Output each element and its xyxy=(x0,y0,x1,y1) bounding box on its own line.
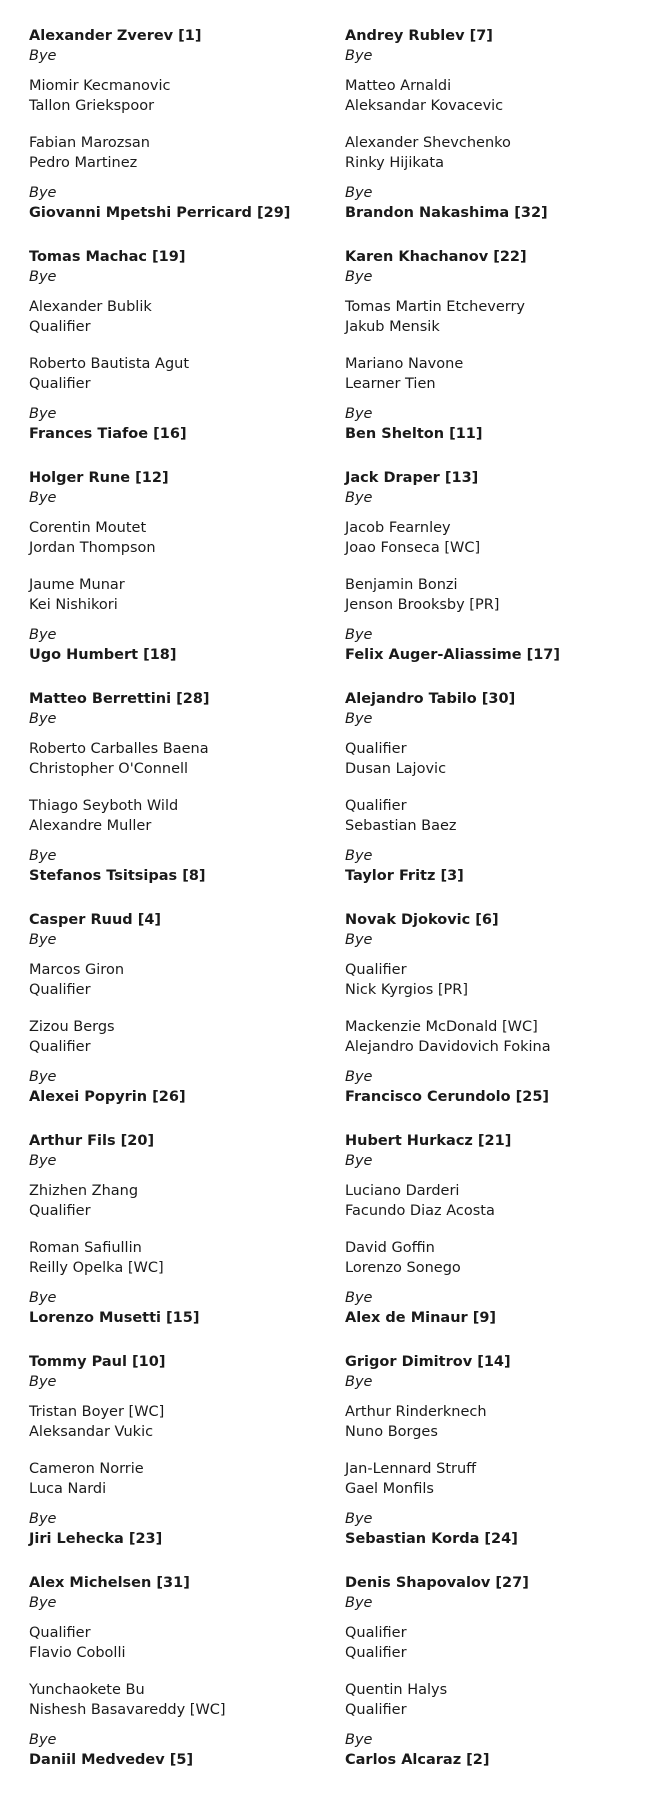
bye-slot: Bye xyxy=(29,185,57,201)
player-name: Nuno Borges xyxy=(345,1424,438,1440)
bye-slot: Bye xyxy=(345,1732,373,1748)
player-name: Arthur Rinderknech xyxy=(345,1404,487,1420)
player-name: Qualifier xyxy=(29,1203,91,1219)
bye-slot: Bye xyxy=(345,932,373,948)
seeded-player: Holger Rune [12] xyxy=(29,470,169,486)
player-name: Nick Kyrgios [PR] xyxy=(345,982,468,998)
player-name: Qualifier xyxy=(29,376,91,392)
player-name: Matteo Arnaldi xyxy=(345,78,452,94)
player-name: Joao Fonseca [WC] xyxy=(345,540,481,556)
bye-slot: Bye xyxy=(345,1374,373,1390)
seeded-player: Ugo Humbert [18] xyxy=(29,647,177,663)
player-name: Jaume Munar xyxy=(29,577,125,593)
player-name: Gael Monfils xyxy=(345,1481,434,1497)
seeded-player: Tomas Machac [19] xyxy=(29,249,186,265)
bye-slot: Bye xyxy=(29,1153,57,1169)
seeded-player: Taylor Fritz [3] xyxy=(345,868,464,884)
player-name: Qualifier xyxy=(29,1039,91,1055)
player-name: Alexander Bublik xyxy=(29,299,152,315)
bye-slot: Bye xyxy=(345,185,373,201)
player-name: Luciano Darderi xyxy=(345,1183,460,1199)
player-name: Qualifier xyxy=(345,962,407,978)
player-name: Aleksandar Vukic xyxy=(29,1424,154,1440)
seeded-player: Carlos Alcaraz [2] xyxy=(345,1752,490,1768)
player-name: Qualifier xyxy=(345,741,407,757)
player-name: Luca Nardi xyxy=(29,1481,107,1497)
seeded-player: Denis Shapovalov [27] xyxy=(345,1575,529,1591)
player-name: Lorenzo Sonego xyxy=(345,1260,461,1276)
seeded-player: Alexander Zverev [1] xyxy=(29,28,202,44)
player-name: Kei Nishikori xyxy=(29,597,118,613)
player-name: Jakub Mensik xyxy=(345,319,440,335)
player-name: Aleksandar Kovacevic xyxy=(345,98,504,114)
player-name: Mackenzie McDonald [WC] xyxy=(345,1019,538,1035)
player-name: Qualifier xyxy=(345,1702,407,1718)
bye-slot: Bye xyxy=(29,490,57,506)
player-name: Alexandre Muller xyxy=(29,818,152,834)
player-name: Tomas Martin Etcheverry xyxy=(345,299,525,315)
seeded-player: Alex Michelsen [31] xyxy=(29,1575,190,1591)
player-name: Flavio Cobolli xyxy=(29,1645,126,1661)
player-name: Dusan Lajovic xyxy=(345,761,447,777)
bye-slot: Bye xyxy=(29,1732,57,1748)
bye-slot: Bye xyxy=(345,1153,373,1169)
seeded-player: Felix Auger-Aliassime [17] xyxy=(345,647,561,663)
seeded-player: Ben Shelton [11] xyxy=(345,426,483,442)
seeded-player: Novak Djokovic [6] xyxy=(345,912,499,928)
bye-slot: Bye xyxy=(29,1069,57,1085)
bye-slot: Bye xyxy=(29,1290,57,1306)
player-name: Cameron Norrie xyxy=(29,1461,144,1477)
seeded-player: Tommy Paul [10] xyxy=(29,1354,166,1370)
bye-slot: Bye xyxy=(345,711,373,727)
player-name: Jacob Fearnley xyxy=(345,520,451,536)
player-name: Zizou Bergs xyxy=(29,1019,115,1035)
seeded-player: Frances Tiafoe [16] xyxy=(29,426,187,442)
player-name: Marcos Giron xyxy=(29,962,125,978)
player-name: Roman Safiullin xyxy=(29,1240,142,1256)
player-name: Nishesh Basavareddy [WC] xyxy=(29,1702,226,1718)
seeded-player: Giovanni Mpetshi Perricard [29] xyxy=(29,205,291,221)
player-name: Qualifier xyxy=(345,1625,407,1641)
seeded-player: Hubert Hurkacz [21] xyxy=(345,1133,512,1149)
seeded-player: Alex de Minaur [9] xyxy=(345,1310,497,1326)
player-name: Sebastian Baez xyxy=(345,818,457,834)
seeded-player: Lorenzo Musetti [15] xyxy=(29,1310,200,1326)
player-name: Qualifier xyxy=(29,1625,91,1641)
seeded-player: Jiri Lehecka [23] xyxy=(29,1531,163,1547)
seeded-player: Arthur Fils [20] xyxy=(29,1133,155,1149)
bye-slot: Bye xyxy=(29,711,57,727)
seeded-player: Stefanos Tsitsipas [8] xyxy=(29,868,206,884)
bye-slot: Bye xyxy=(29,848,57,864)
player-name: Mariano Navone xyxy=(345,356,464,372)
seeded-player: Sebastian Korda [24] xyxy=(345,1531,518,1547)
seeded-player: Jack Draper [13] xyxy=(345,470,479,486)
seeded-player: Francisco Cerundolo [25] xyxy=(345,1089,550,1105)
bye-slot: Bye xyxy=(29,1374,57,1390)
seeded-player: Karen Khachanov [22] xyxy=(345,249,527,265)
bye-slot: Bye xyxy=(29,627,57,643)
player-name: Rinky Hijikata xyxy=(345,155,444,171)
player-name: Fabian Marozsan xyxy=(29,135,150,151)
player-name: David Goffin xyxy=(345,1240,435,1256)
bye-slot: Bye xyxy=(345,406,373,422)
bye-slot: Bye xyxy=(29,406,57,422)
player-name: Quentin Halys xyxy=(345,1682,448,1698)
bye-slot: Bye xyxy=(345,269,373,285)
player-name: Qualifier xyxy=(29,982,91,998)
player-name: Jenson Brooksby [PR] xyxy=(345,597,500,613)
bye-slot: Bye xyxy=(29,48,57,64)
bye-slot: Bye xyxy=(345,48,373,64)
seeded-player: Alejandro Tabilo [30] xyxy=(345,691,516,707)
player-name: Qualifier xyxy=(29,319,91,335)
bye-slot: Bye xyxy=(345,1595,373,1611)
player-name: Roberto Carballes Baena xyxy=(29,741,209,757)
player-name: Qualifier xyxy=(345,798,407,814)
player-name: Tristan Boyer [WC] xyxy=(29,1404,165,1420)
bye-slot: Bye xyxy=(29,1595,57,1611)
player-name: Alejandro Davidovich Fokina xyxy=(345,1039,551,1055)
bye-slot: Bye xyxy=(345,1069,373,1085)
player-name: Learner Tien xyxy=(345,376,436,392)
player-name: Zhizhen Zhang xyxy=(29,1183,139,1199)
seeded-player: Matteo Berrettini [28] xyxy=(29,691,210,707)
bye-slot: Bye xyxy=(345,1511,373,1527)
player-name: Facundo Diaz Acosta xyxy=(345,1203,495,1219)
player-name: Jan-Lennard Struff xyxy=(345,1461,477,1477)
player-name: Miomir Kecmanovic xyxy=(29,78,171,94)
seeded-player: Grigor Dimitrov [14] xyxy=(345,1354,511,1370)
bye-slot: Bye xyxy=(29,932,57,948)
seeded-player: Alexei Popyrin [26] xyxy=(29,1089,186,1105)
seeded-player: Casper Ruud [4] xyxy=(29,912,162,928)
seeded-player: Daniil Medvedev [5] xyxy=(29,1752,194,1768)
player-name: Reilly Opelka [WC] xyxy=(29,1260,164,1276)
bye-slot: Bye xyxy=(345,627,373,643)
player-name: Thiago Seyboth Wild xyxy=(29,798,179,814)
bye-slot: Bye xyxy=(345,1290,373,1306)
player-name: Alexander Shevchenko xyxy=(345,135,511,151)
player-name: Tallon Griekspoor xyxy=(29,98,155,114)
player-name: Qualifier xyxy=(345,1645,407,1661)
bye-slot: Bye xyxy=(345,490,373,506)
seeded-player: Andrey Rublev [7] xyxy=(345,28,493,44)
player-name: Benjamin Bonzi xyxy=(345,577,458,593)
player-name: Christopher O'Connell xyxy=(29,761,189,777)
player-name: Jordan Thompson xyxy=(29,540,156,556)
seeded-player: Brandon Nakashima [32] xyxy=(345,205,548,221)
player-name: Corentin Moutet xyxy=(29,520,147,536)
bye-slot: Bye xyxy=(29,1511,57,1527)
player-name: Yunchaokete Bu xyxy=(29,1682,145,1698)
bye-slot: Bye xyxy=(29,269,57,285)
bye-slot: Bye xyxy=(345,848,373,864)
player-name: Roberto Bautista Agut xyxy=(29,356,190,372)
player-name: Pedro Martinez xyxy=(29,155,138,171)
